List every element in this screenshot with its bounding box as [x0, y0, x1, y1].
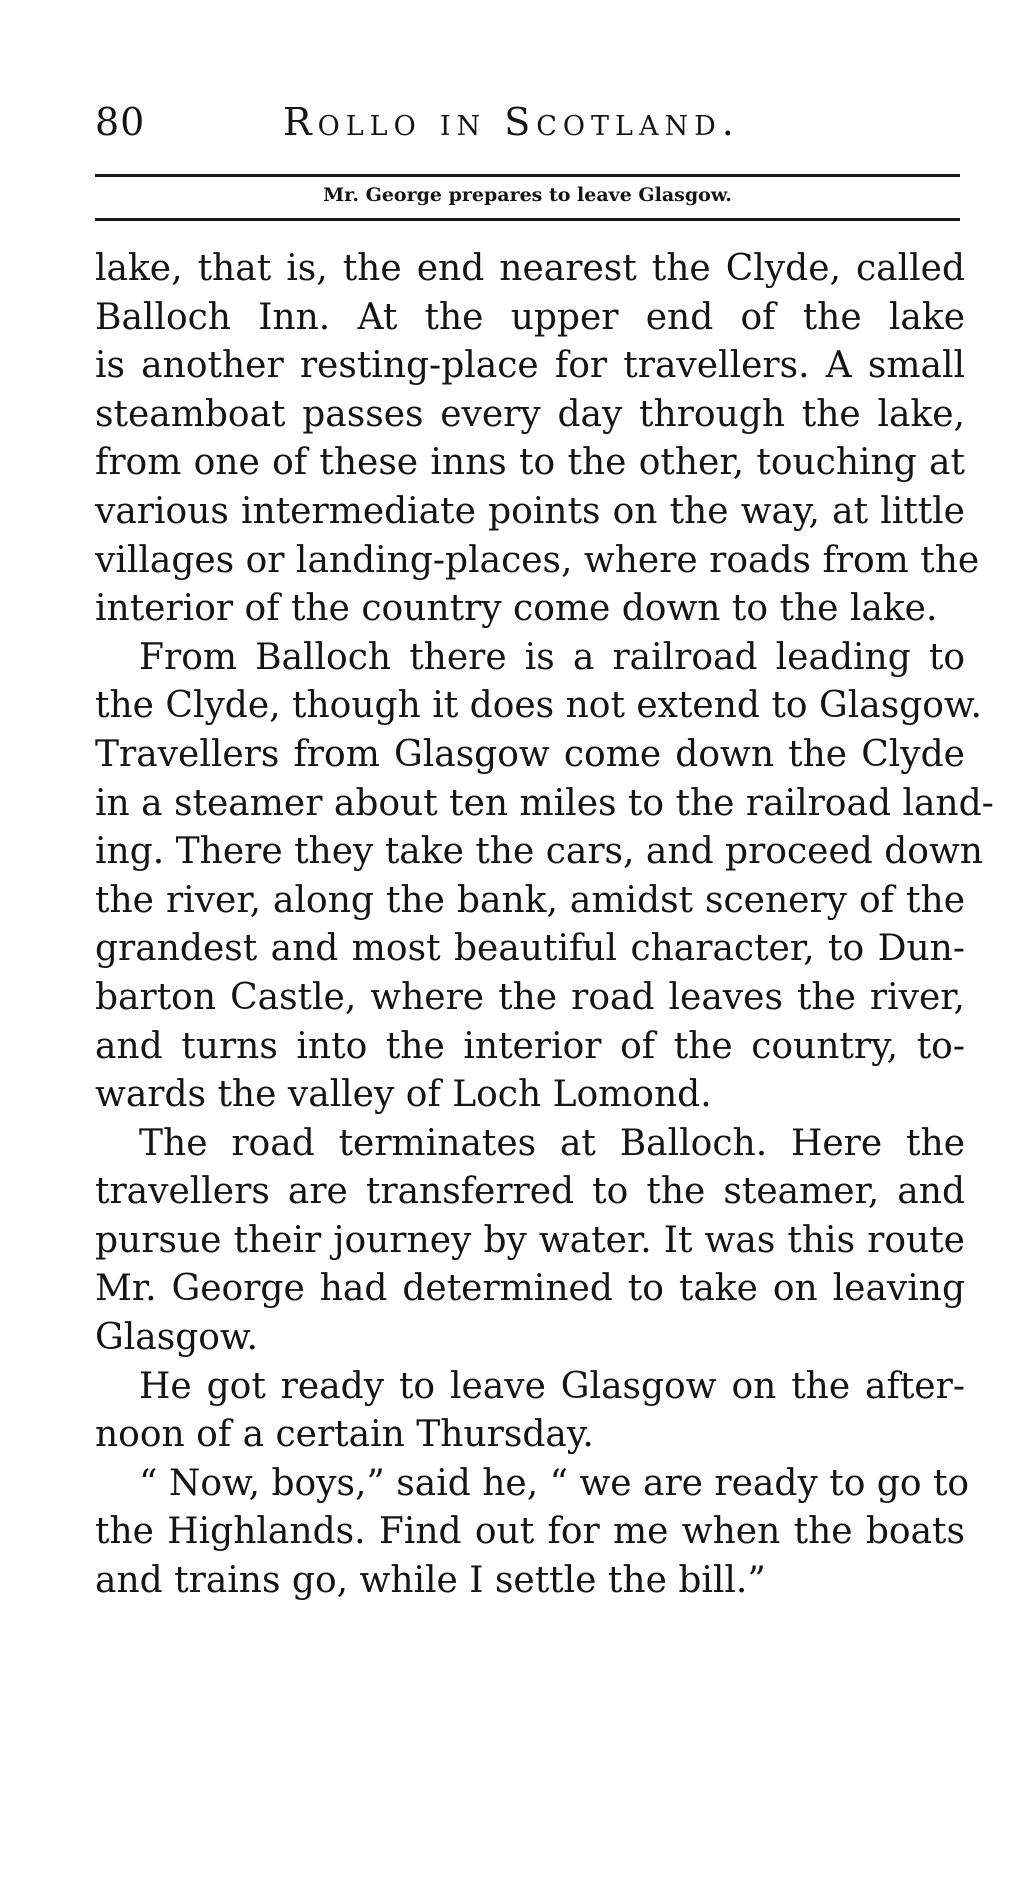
- running-head: [95, 90, 965, 206]
- body-text: [95, 245, 994, 1606]
- text-line: the river, along the bank, amidst scenery of the: [95, 879, 965, 921]
- paragraph-4: [95, 1363, 965, 1460]
- text-line: “ Now, boys,” said he, “ we are ready to go to: [139, 1462, 970, 1504]
- header-rule-top: [95, 174, 960, 177]
- paragraph-2: [95, 634, 994, 1120]
- text-line: villages or landing-places, where roads from the: [95, 539, 980, 581]
- text-line: the Highlands. Find out for me when the boats: [95, 1511, 965, 1553]
- book-page: [95, 90, 994, 1602]
- text-line: pursue their journey by water. It was this route: [95, 1219, 965, 1261]
- paragraph-5: [95, 1460, 970, 1606]
- text-line: and turns into the interior of the country, to-: [95, 1025, 965, 1067]
- text-line: He got ready to leave Glasgow on the after-: [139, 1365, 965, 1407]
- text-line: steamboat passes every day through the lake,: [95, 393, 965, 435]
- text-line: barton Castle, where the road leaves the river,: [95, 976, 965, 1018]
- book-title: Rollo in Scotland.: [283, 100, 740, 144]
- text-line: lake, that is, the end nearest the Clyde, called: [95, 248, 965, 289]
- text-line: and trains go, while I settle the bill.”: [95, 1560, 766, 1602]
- text-line: Mr. George had determined to take on leaving: [95, 1268, 965, 1310]
- text-line: wards the valley of Loch Lomond.: [95, 1074, 712, 1116]
- text-line: From Balloch there is a railroad leading to: [139, 636, 965, 678]
- text-line: is another resting-place for travellers. A small: [95, 345, 965, 387]
- text-line: The road terminates at Balloch. Here the: [139, 1122, 965, 1164]
- text-line: grandest and most beautiful character, to Dun-: [95, 928, 965, 970]
- text-line: various intermediate points on the way, at little: [95, 490, 965, 532]
- text-line: Balloch Inn. At the upper end of the lake: [95, 296, 965, 338]
- text-line: travellers are transferred to the steamer, and: [95, 1171, 965, 1213]
- text-line: the Clyde, though it does not extend to Glasgow.: [95, 685, 982, 727]
- text-line: Travellers from Glasgow come down the Clyde: [95, 733, 965, 775]
- paragraph-1: [95, 245, 980, 634]
- header-rule-bottom: [95, 218, 960, 221]
- text-line: interior of the country come down to the lake.: [95, 588, 938, 630]
- chapter-caption: Mr. George prepares to leave Glasgow.: [323, 184, 732, 206]
- text-line: in a steamer about ten miles to the railroad land-: [95, 782, 994, 824]
- text-line: noon of a certain Thursday.: [95, 1414, 594, 1456]
- page-number: 80: [95, 100, 146, 144]
- text-line: Glasgow.: [95, 1317, 258, 1359]
- text-line: ing. There they take the cars, and proceed down: [95, 831, 983, 873]
- text-line: from one of these inns to the other, touching at: [95, 442, 965, 484]
- paragraph-3: [95, 1120, 965, 1363]
